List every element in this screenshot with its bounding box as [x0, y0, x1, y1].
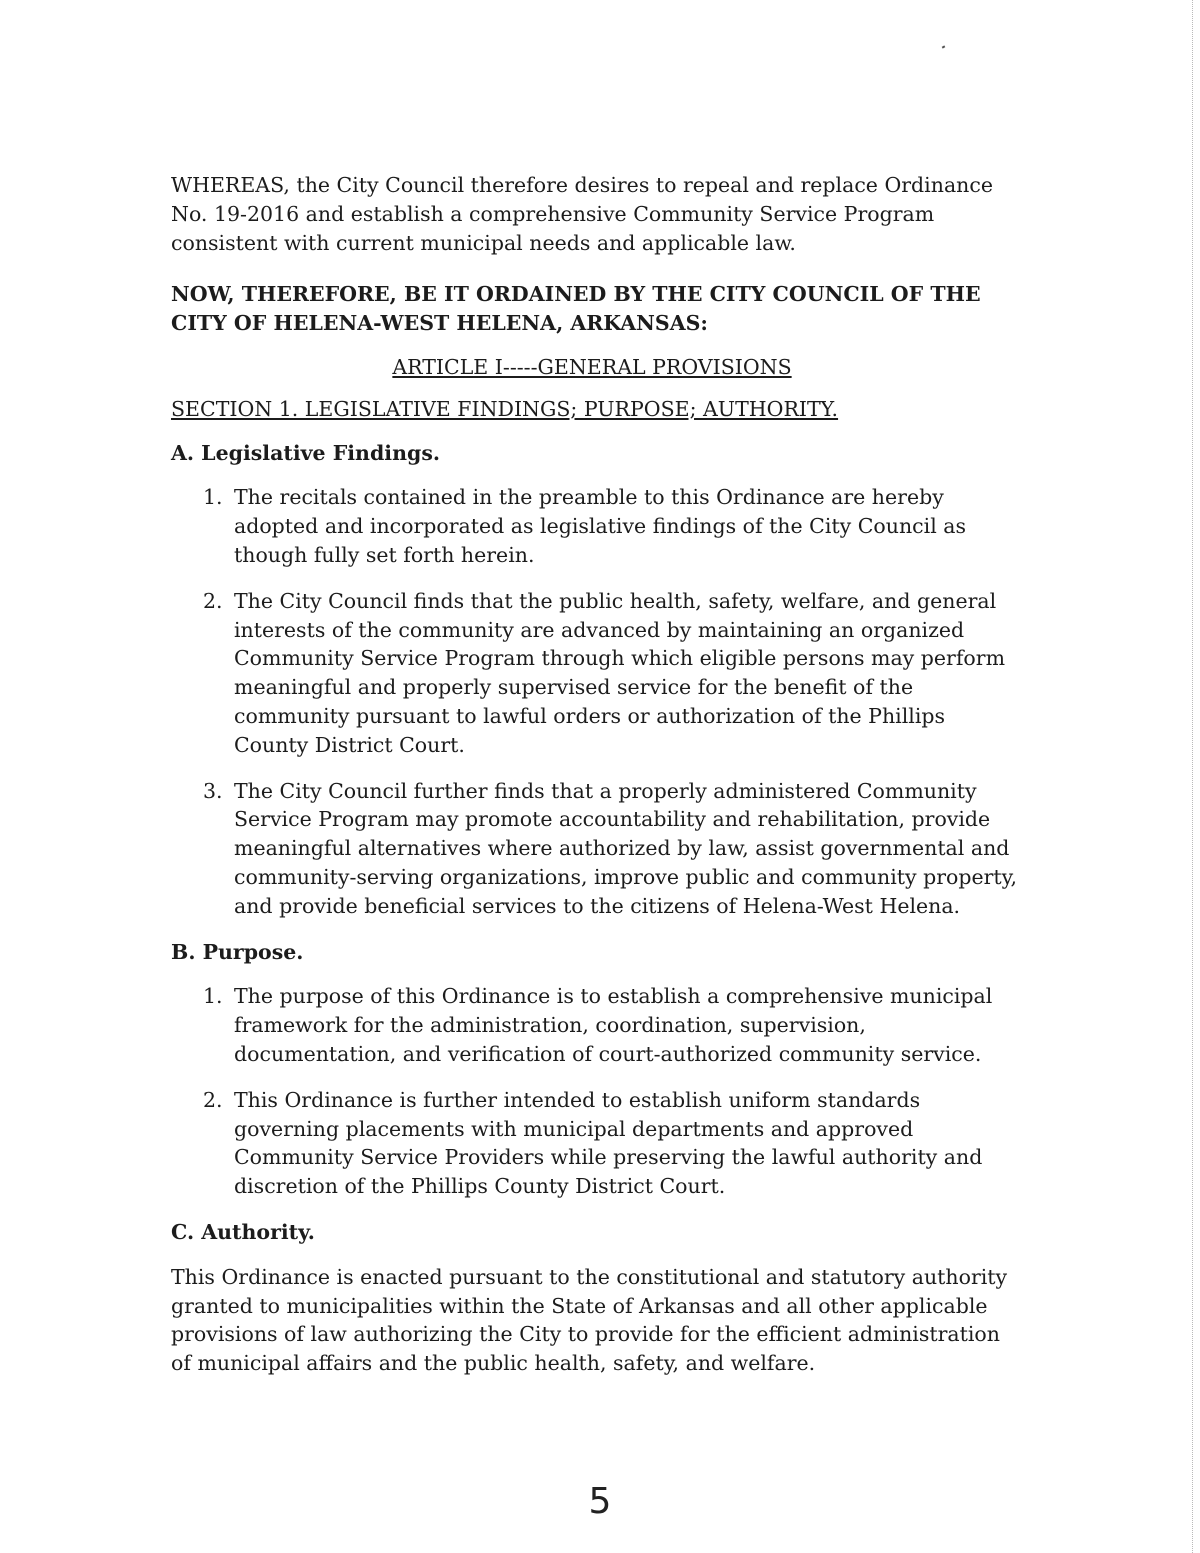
findings-heading: A. Legislative Findings.: [171, 440, 441, 465]
section-heading: SECTION 1. LEGISLATIVE FINDINGS; PURPOSE; AUTHORITY.: [171, 396, 839, 421]
list-item: [171, 982, 1021, 1068]
list-item-text: The purpose of this Ordinance is to establish a comprehensive municipal framework for the administration, coordination, supervision, documentation, and verification of court-authorized community service.: [234, 984, 993, 1066]
list-item-number: 2.: [203, 1087, 223, 1112]
list-item: [171, 587, 1021, 760]
list-item: [171, 483, 1021, 569]
document-body: [171, 171, 1021, 1378]
scan-edge-line: [1192, 0, 1194, 1553]
ordaining-clause: NOW, THEREFORE, BE IT ORDAINED BY THE CITY COUNCIL OF THE CITY OF HELENA-WEST HELENA, ARKANSAS:: [171, 282, 981, 336]
purpose-heading: B. Purpose.: [171, 939, 304, 964]
article-heading: ARTICLE I-----GENERAL PROVISIONS: [392, 354, 792, 379]
list-item-text: The recitals contained in the preamble to this Ordinance are hereby adopted and incorporated as legislative findings of the City Council as though fully set forth herein.: [234, 485, 967, 567]
page-number: 5: [588, 1481, 612, 1522]
list-item-text: This Ordinance is further intended to establish uniform standards governing placements with municipal departments and approved Community Service Providers while preserving the lawful authority and discretion of the Phillips County District Court.: [234, 1087, 983, 1199]
list-item-number: 2.: [203, 588, 223, 613]
list-item-number: 1.: [203, 984, 223, 1009]
purpose-list: [171, 982, 1021, 1201]
list-item-text: The City Council further finds that a properly administered Community Service Program may promote accountability and rehabilitation, provide meaningful alternatives where authorized by law, assist governmental and community-serving organizations, improve public and community property, and provide beneficial services to the citizens of Helena-West Helena.: [234, 778, 1018, 918]
list-item: [171, 777, 1021, 921]
list-item-number: 1.: [203, 485, 223, 510]
list-item-number: 3.: [203, 778, 223, 803]
authority-heading: C. Authority.: [171, 1219, 315, 1244]
authority-paragraph: This Ordinance is enacted pursuant to the constitutional and statutory authority granted to municipalities within the State of Arkansas and all other applicable provisions of law authorizing the City to provide for the efficient administration of municipal affairs and the public health, safety, and welfare.: [171, 1264, 1008, 1376]
scan-speck: [942, 45, 946, 48]
whereas-paragraph: WHEREAS, the City Council therefore desires to repeal and replace Ordinance No. 19-2016 and establish a comprehensive Community Service Program consistent with current municipal needs and applicable law.: [171, 173, 993, 255]
list-item-text: The City Council finds that the public health, safety, welfare, and general interests of the community are advanced by maintaining an organized Community Service Program through which eligible persons may perform meaningful and properly supervised service for the benefit of the community pursuant to lawful orders or authorization of the Phillips County District Court.: [234, 588, 1006, 757]
list-item: [171, 1086, 1021, 1201]
findings-list: [171, 483, 1021, 920]
